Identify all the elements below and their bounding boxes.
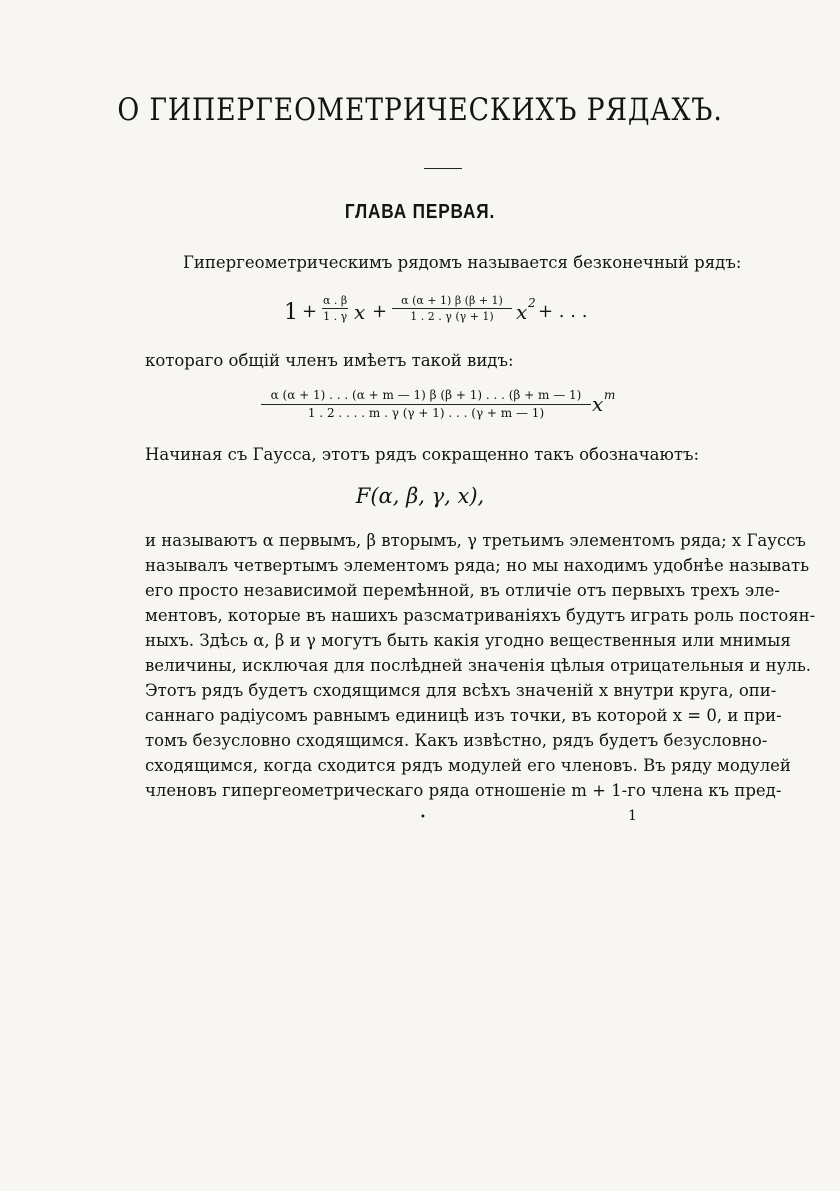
exponent: 2 (528, 296, 536, 310)
body-line: и называютъ α первымъ, β вторымъ, γ третьимъ элементомъ ряда; x Гауссъ (145, 531, 806, 550)
fraction-denominator: 1 . γ (323, 310, 348, 323)
variable-x: x (354, 300, 366, 324)
body-line: Этотъ рядъ будетъ сходящимся для всѣхъ значенiй x внутри круга, опи- (145, 681, 777, 700)
body-line: величины, исключая для послѣдней значенiя цѣлыя отрицательныя и нуль. (145, 656, 812, 675)
series-fraction-2 (392, 294, 512, 323)
series-tail: + . . . (538, 301, 588, 322)
fraction-denominator: 1 . 2 . . . . m . γ (γ + 1) . . . (γ + m — 1) (307, 406, 545, 420)
title-divider (424, 168, 462, 169)
intro-line: Гипергеометрическимъ рядомъ называется безконечный рядъ: (183, 253, 742, 272)
body-line: членовъ гипергеометрическаго ряда отношенiе m + 1-го члена къ пред- (145, 781, 782, 800)
chapter-heading: ГЛАВА ПЕРВАЯ. (344, 201, 496, 223)
fraction-numerator: α (α + 1) . . . (α + m — 1) β (β + 1) . . . (β + m — 1) (261, 388, 591, 405)
body-line: ментовъ, которые въ нашихъ разсматриванiяхъ будутъ играть роль постоян- (145, 606, 816, 625)
body-line: томъ безусловно сходящимся. Какъ извѣстно, рядъ будетъ безусловно- (145, 731, 768, 750)
fraction-denominator: 1 . 2 . γ (γ + 1) (410, 310, 494, 323)
series-one: 1 (284, 300, 298, 325)
body-line: называлъ четвертымъ элементомъ ряда; но мы находимъ удобнѣе называть (145, 556, 810, 575)
general-term-formula (261, 388, 621, 428)
exponent: m (604, 388, 616, 402)
fraction-numerator: α (α + 1) β (β + 1) (392, 294, 512, 309)
series-formula (284, 292, 604, 332)
series-fraction-1 (322, 294, 348, 323)
notation-formula: F(α, β, γ, x), (355, 484, 485, 508)
general-term-intro: котораго общiй членъ имѣетъ такой видъ: (145, 351, 514, 370)
gauss-intro: Начиная съ Гаусса, этотъ рядъ сокращенно такъ обозначаютъ: (145, 445, 700, 464)
variable-x: x (516, 300, 528, 324)
plus-sign: + (372, 301, 388, 322)
body-line: саннаго радiусомъ равнымъ единицѣ изъ точки, въ которой x = 0, и при- (145, 706, 782, 725)
variable-x: x (592, 392, 604, 416)
plus-sign: + (302, 301, 318, 322)
page-title: О ГИПЕРГЕОМЕТРИЧЕСКИХЪ РЯДАХЪ. (117, 92, 723, 128)
body-line: его просто независимой перемѣнной, въ отличiе отъ первыхъ трехъ эле- (145, 581, 780, 600)
page-number: 1 (628, 808, 637, 824)
print-mark: • (420, 812, 426, 823)
fraction-numerator: α . β (323, 294, 348, 307)
general-term-fraction (261, 388, 591, 421)
body-line: сходящимся, когда сходится рядъ модулей его членовъ. Въ ряду модулей (145, 756, 791, 775)
body-line: ныхъ. Здѣсь α, β и γ могутъ быть какiя угодно вещественныя или мнимыя (145, 631, 791, 650)
